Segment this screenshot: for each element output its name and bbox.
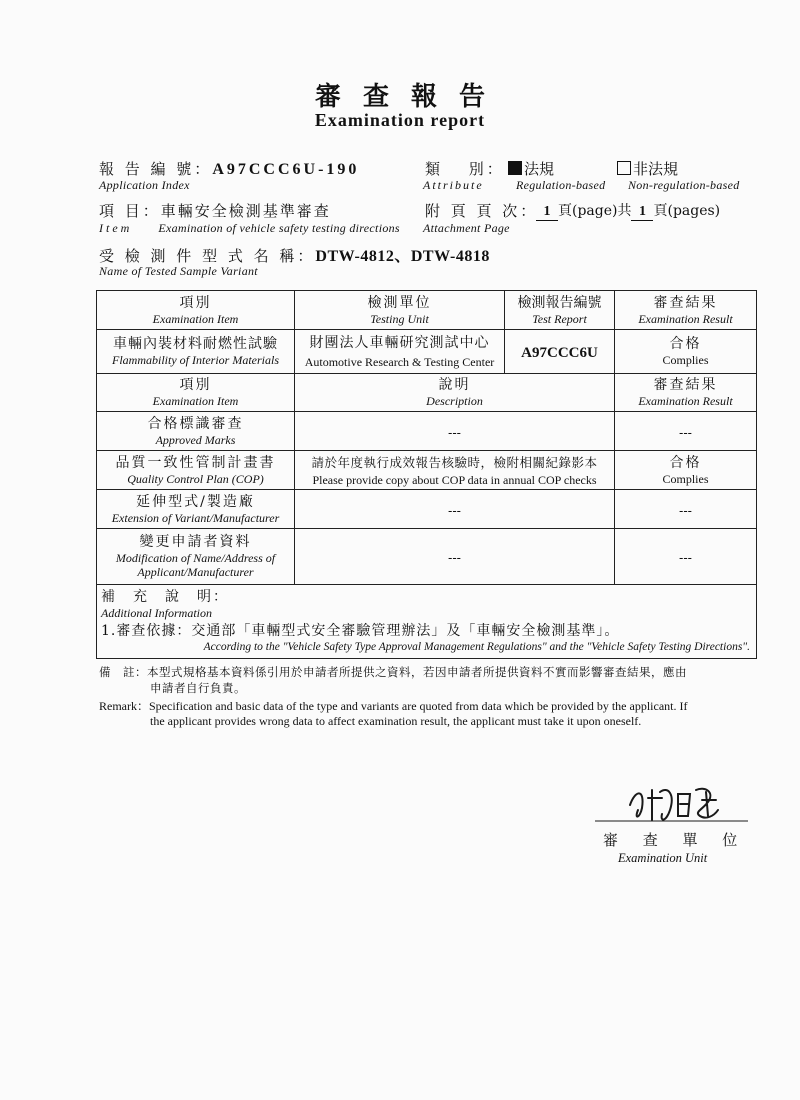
additional-line1-cn: 1.審查依據：交通部「車輛型式安全審驗管理辦法」及「車輛安全檢測基準」。: [101, 623, 620, 639]
table-header-row-2: [97, 374, 757, 412]
attribute-opt2-en: Non-regulation-based: [628, 178, 740, 192]
row-result: ---: [679, 502, 692, 518]
app-index-label: [99, 158, 359, 179]
attribute-label: 類 別：: [425, 160, 505, 178]
app-index-label-en: Application Index: [99, 178, 190, 192]
remark-text-1: Specification and basic data of the type and variants are quoted from data which be provided by the applicant. If: [149, 699, 688, 713]
note-cn-line2: 申請者自行負責。: [150, 681, 246, 695]
row-desc-cell: [295, 529, 615, 585]
unchecked-checkbox-icon[interactable]: [617, 161, 631, 175]
row-desc-cn: 請於年度執行成效報告核驗時，檢附相關紀錄影本: [311, 454, 598, 470]
row-item-cn: 變更申請者資料: [139, 534, 252, 550]
row-result-cn: 合格: [669, 454, 702, 471]
row-item-cn: 合格標識審查: [147, 415, 244, 432]
row-result-cell: [615, 529, 757, 585]
test-unit-cn: 財團法人車輛研究測試中心: [309, 334, 490, 351]
attribute-label-en: Attribute: [423, 178, 484, 192]
header-cell-item: [97, 291, 295, 330]
header2-item-en: Examination Item: [152, 394, 239, 408]
row-desc-cell: [295, 451, 615, 490]
remark-line1: [99, 697, 687, 714]
header2-result-en: Examination Result: [638, 394, 733, 408]
note-cn-line1: [99, 664, 687, 680]
row-item-cell: [97, 412, 295, 451]
item-label-cn: 項 目：: [99, 202, 161, 220]
attachment-page-label: 頁(page): [558, 203, 618, 219]
header2-cell-result: [615, 374, 757, 412]
note-cn-text-1: 本型式規格基本資料係引用於申請者所提供之資料，若因申請者所提供資料不實而影響審查結果，應由: [147, 665, 687, 679]
variant-label-cn: 受 檢 測 件 型 式 名 稱：: [99, 247, 316, 265]
header2-result-cn: 審查結果: [653, 377, 718, 393]
additional-line1-en: According to the "Vehicle Safety Type Approval Management Regulations" and the "Vehicle Safety Testing Directions".: [203, 641, 750, 653]
variant-value: DTW-4812、DTW-4818: [315, 248, 490, 265]
row-item-cn: 延伸型式/製造廠: [136, 493, 255, 510]
header2-cell-desc: [295, 374, 615, 412]
row-item-cell: [97, 490, 295, 529]
row-item-en-2: Applicant/Manufacturer: [137, 565, 254, 579]
header2-desc-cn: 說明: [438, 377, 471, 393]
header-unit-cn: 檢測單位: [367, 294, 432, 311]
test-item-en: Flammability of Interior Materials: [112, 353, 279, 367]
row-item-en: Extension of Variant/Manufacturer: [111, 510, 280, 525]
test-result-cn: 合格: [669, 336, 702, 352]
item-label-en-text: Item: [99, 221, 133, 235]
row-desc: ---: [448, 502, 461, 518]
signature-unit-cn: 審 查 單 位: [603, 831, 748, 849]
header-result-cn: 審查結果: [653, 294, 718, 311]
attribute-option-regulation-label: 法規: [524, 160, 555, 178]
header-result-en: Examination Result: [638, 311, 733, 326]
item-label-en: [99, 221, 400, 236]
header-report-en: Test Report: [532, 311, 587, 326]
header-cell-report: [505, 291, 615, 330]
attribute-option-regulation[interactable]: [508, 158, 554, 179]
row-desc-cell: [295, 490, 615, 529]
row-result: ---: [679, 424, 692, 440]
page-title: 審查報告: [314, 82, 507, 112]
row-item-cell: [97, 529, 295, 585]
header-item-cn: 項別: [179, 294, 212, 311]
row-item-cell: [97, 451, 295, 490]
remark-label: Remark：: [99, 699, 149, 713]
row-result: ---: [679, 550, 692, 565]
header-item-en: Examination Item: [152, 311, 239, 326]
page-subtitle: Examination report: [314, 110, 486, 130]
additional-info-row: [97, 585, 757, 659]
attachment-total-prefix: 共: [617, 203, 632, 219]
attribute-option-non-regulation-label: 非法規: [633, 160, 679, 178]
test-report-number: A97CCC6U: [521, 344, 598, 361]
row-result-cell: [615, 490, 757, 529]
attachment-total-label: 頁(pages): [653, 203, 721, 219]
item-value-en: Examination of vehicle safety testing directions: [158, 221, 400, 235]
row-item-cn: 品質一致性管制計畫書: [115, 454, 276, 471]
row-result-cell: [615, 412, 757, 451]
header2-item-cn: 項別: [179, 377, 212, 393]
test-item-cell: [97, 330, 295, 374]
header-report-cn: 檢測報告編號: [517, 294, 602, 311]
row-desc: ---: [448, 424, 461, 440]
attachment-pages: [536, 200, 720, 221]
test-report-cell: [505, 330, 615, 374]
table-row: [97, 412, 757, 451]
variant-label-en: Name of Tested Sample Variant: [99, 264, 258, 278]
test-unit-cell: [295, 330, 505, 374]
test-item-cn: 車輛內裝材料耐燃性試驗: [113, 336, 278, 352]
row-desc-en: Please provide copy about COP data in annual COP checks: [312, 472, 597, 487]
attachment-label: 附 頁 頁 次：: [425, 202, 539, 220]
table-header-row: [97, 291, 757, 330]
header-cell-unit: [295, 291, 505, 330]
signature-image: [590, 780, 750, 830]
row-result-en: Complies: [662, 471, 709, 486]
attachment-page-number: 1: [536, 204, 558, 221]
additional-label-cn: 補 充 說 明：: [101, 589, 229, 605]
header-cell-result: [615, 291, 757, 330]
row-item-en: Quality Control Plan (COP): [127, 471, 264, 486]
app-index-label-cn: 報 告 編 號：: [99, 160, 213, 178]
examination-table: [96, 290, 757, 659]
test-result-en: Complies: [662, 353, 709, 367]
item-label: [99, 200, 331, 221]
row-item-en: Approved Marks: [155, 432, 236, 447]
signature-unit-en: Examination Unit: [618, 851, 708, 865]
table-row: [97, 529, 757, 585]
header2-desc-en: Description: [426, 394, 483, 408]
table-row: [97, 330, 757, 374]
test-unit-en: Automotive Research & Testing Center: [304, 354, 495, 369]
attachment-total-number: 1: [631, 204, 653, 221]
item-value-cn: 車輛安全檢測基準審查: [160, 202, 331, 220]
header2-cell-item: [97, 374, 295, 412]
checked-checkbox-icon[interactable]: [508, 161, 522, 175]
row-desc-cell: [295, 412, 615, 451]
attribute-option-non-regulation[interactable]: [617, 158, 678, 179]
row-item-en: Modification of Name/Address of: [115, 551, 276, 565]
app-index-value: A97CCC6U-190: [212, 161, 360, 178]
table-row: [97, 490, 757, 529]
row-desc: ---: [448, 550, 461, 565]
test-result-cell: [615, 330, 757, 374]
additional-label-en: Additional Information: [101, 606, 212, 620]
table-row: [97, 451, 757, 490]
attachment-label-en: Attachment Page: [423, 221, 510, 235]
header-unit-en: Testing Unit: [370, 311, 429, 326]
attribute-opt1-en: Regulation-based: [516, 178, 606, 192]
row-result-cell: [615, 451, 757, 490]
variant-label: [99, 243, 490, 266]
additional-info-cell: [97, 585, 757, 659]
remark-line2: the applicant provides wrong data to affect examination result, the applicant must take it upon oneself.: [150, 714, 642, 728]
note-cn-label: 備 註：: [99, 665, 147, 679]
